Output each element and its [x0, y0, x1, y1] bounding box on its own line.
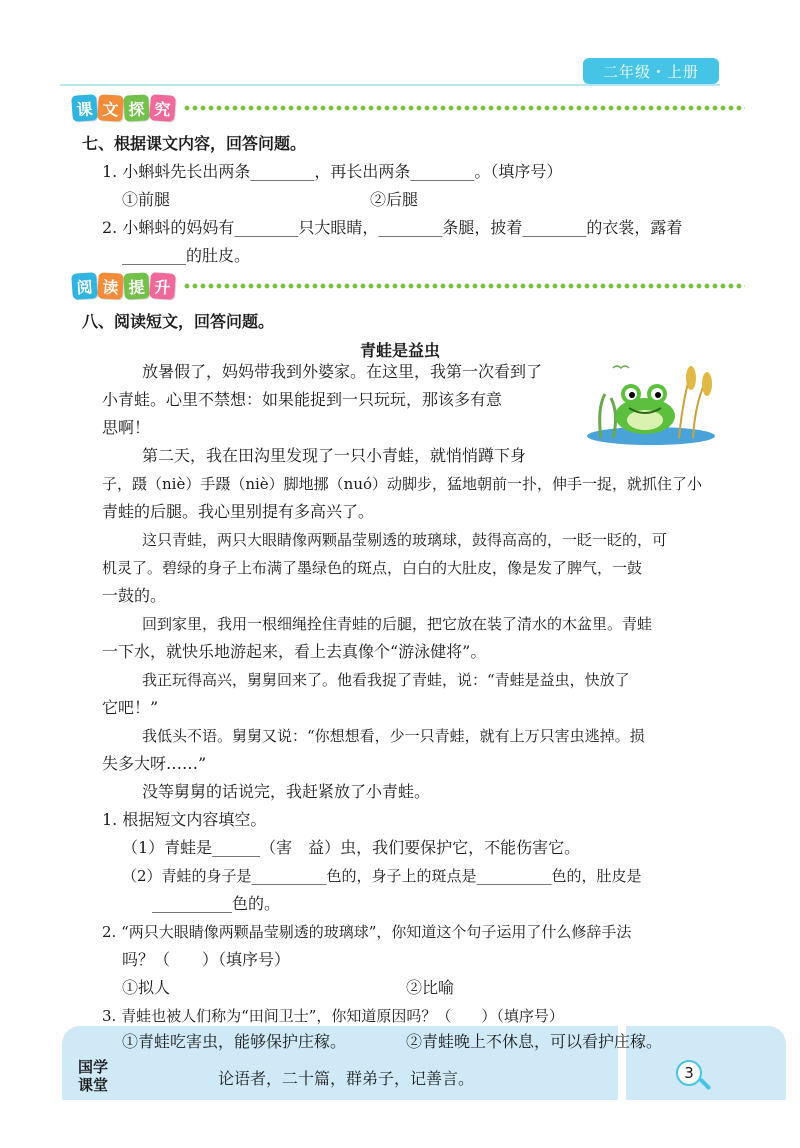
subq3-line: 3. 青蛙也被人们称为“田间卫士”，你知道原因吗？（ ）（填序号）	[102, 1007, 564, 1025]
banner-tile: 阅	[71, 272, 98, 300]
banner-tile: 课	[71, 94, 98, 122]
q7-line2: 2. 小蝌蚪的妈妈有________只大眼睛，________条腿，披着________的衣裳，露着	[102, 218, 683, 237]
passage-title: 青蛙是益虫	[359, 341, 440, 360]
grade-label: 二年级・上册	[583, 58, 719, 84]
q7-option2: ②后腿	[370, 190, 419, 209]
subq2-line2: 吗？（ ）（填序号）	[122, 950, 291, 969]
passage-p5a: 我正玩得高兴，舅舅回来了。他看我捉了青蛙，说：“青蛙是益虫，快放了	[142, 671, 630, 689]
footer-quote: 论语者，二十篇，群弟子，记善言。	[218, 1069, 475, 1088]
subq3-option2: ②青蛙晚上不休息，可以看护庄稼。	[406, 1032, 663, 1051]
banner-tile: 提	[123, 272, 149, 299]
footer-label-line2: 课堂	[78, 1076, 109, 1094]
passage-p3a: 这只青蛙，两只大眼睛像两颗晶莹剔透的玻璃球，鼓得高高的，一眨一眨的，可	[142, 531, 668, 549]
banner-tile: 升	[149, 272, 176, 300]
banner-tile: 探	[123, 94, 149, 121]
q7-line1: 1. 小蝌蚪先长出两条________，再长出两条________。（填序号）	[102, 162, 563, 181]
q7-line3: ________的肚皮。	[122, 246, 251, 265]
subq1-title: 1. 根据短文内容填空。	[102, 810, 267, 829]
section-banner-yuedu	[72, 272, 745, 300]
frog-illustration	[583, 358, 719, 446]
passage-p2c: 青蛙的后腿。我心里别提有多高兴了。	[102, 502, 375, 521]
subq2-line1: 2. “两只大眼睛像两颗晶莹剔透的玻璃球”，你知道这个句子运用了什么修辞手法	[102, 923, 632, 941]
passage-p3b: 机灵了。碧绿的身子上布满了墨绿色的斑点，白白的大肚皮，像是发了脾气，一鼓	[102, 559, 643, 577]
subq2-option1: ①拟人	[122, 978, 171, 997]
page-number: 3	[676, 1060, 702, 1086]
q7-title: 七、根据课文内容，回答问题。	[82, 134, 307, 153]
passage-p1c: 思啊！	[102, 418, 151, 437]
passage-p2a: 第二天，我在田沟里发现了一只小青蛙，就悄悄蹲下身	[142, 446, 527, 465]
passage-p1b: 小青蛙。心里不禁想：如果能捉到一只玩玩，那该多有意	[102, 390, 503, 409]
subq2-option2: ②比喻	[406, 978, 455, 997]
subq1-a: （1）青蛙是______（害 益）虫，我们要保护它，不能伤害它。	[122, 838, 581, 857]
subq1-c: __________色的。	[152, 894, 281, 913]
passage-p7: 没等舅舅的话说完，我赶紧放了小青蛙。	[142, 782, 431, 801]
q7-option1: ①前腿	[122, 190, 171, 209]
header-divider	[60, 84, 720, 86]
banner-tile: 文	[97, 94, 123, 121]
passage-p4b: 一下水，就快乐地游起来，看上去真像个“游泳健将”。	[102, 642, 487, 661]
subq3-option1: ①青蛙吃害虫，能够保护庄稼。	[122, 1032, 347, 1051]
passage-p4a: 回到家里，我用一根细绳拴住青蛙的后腿，把它放在装了清水的木盆里。青蛙	[142, 615, 653, 633]
banner-tile: 读	[97, 272, 123, 299]
footer-label-line1: 国学	[78, 1058, 109, 1076]
passage-p1a: 放暑假了，妈妈带我到外婆家。在这里，我第一次看到了	[142, 362, 543, 381]
passage-p6a: 我低头不语。舅舅又说：“你想想看，少一只青蛙，就有上万只害虫逃掉。损	[142, 727, 645, 745]
section-banner-ketan	[72, 94, 745, 122]
passage-p2b: 子，蹑（niè）手蹑（niè）脚地挪（nuó）动脚步，猛地朝前一扑，伸手一捉，就抓住了小	[102, 475, 703, 493]
subq1-b: （2）青蛙的身子是__________色的，身子上的斑点是__________色的，肚皮是	[122, 867, 642, 885]
q8-title: 八、阅读短文，回答问题。	[82, 312, 275, 331]
footer-label	[78, 1058, 118, 1094]
banner-tile: 究	[149, 94, 176, 122]
dotted-divider	[183, 105, 745, 111]
passage-p5b: 它吧！”	[102, 698, 159, 717]
dotted-divider	[183, 283, 745, 289]
passage-p6b: 失多大呀……”	[102, 754, 207, 773]
passage-p3c: 一鼓的。	[102, 586, 167, 605]
